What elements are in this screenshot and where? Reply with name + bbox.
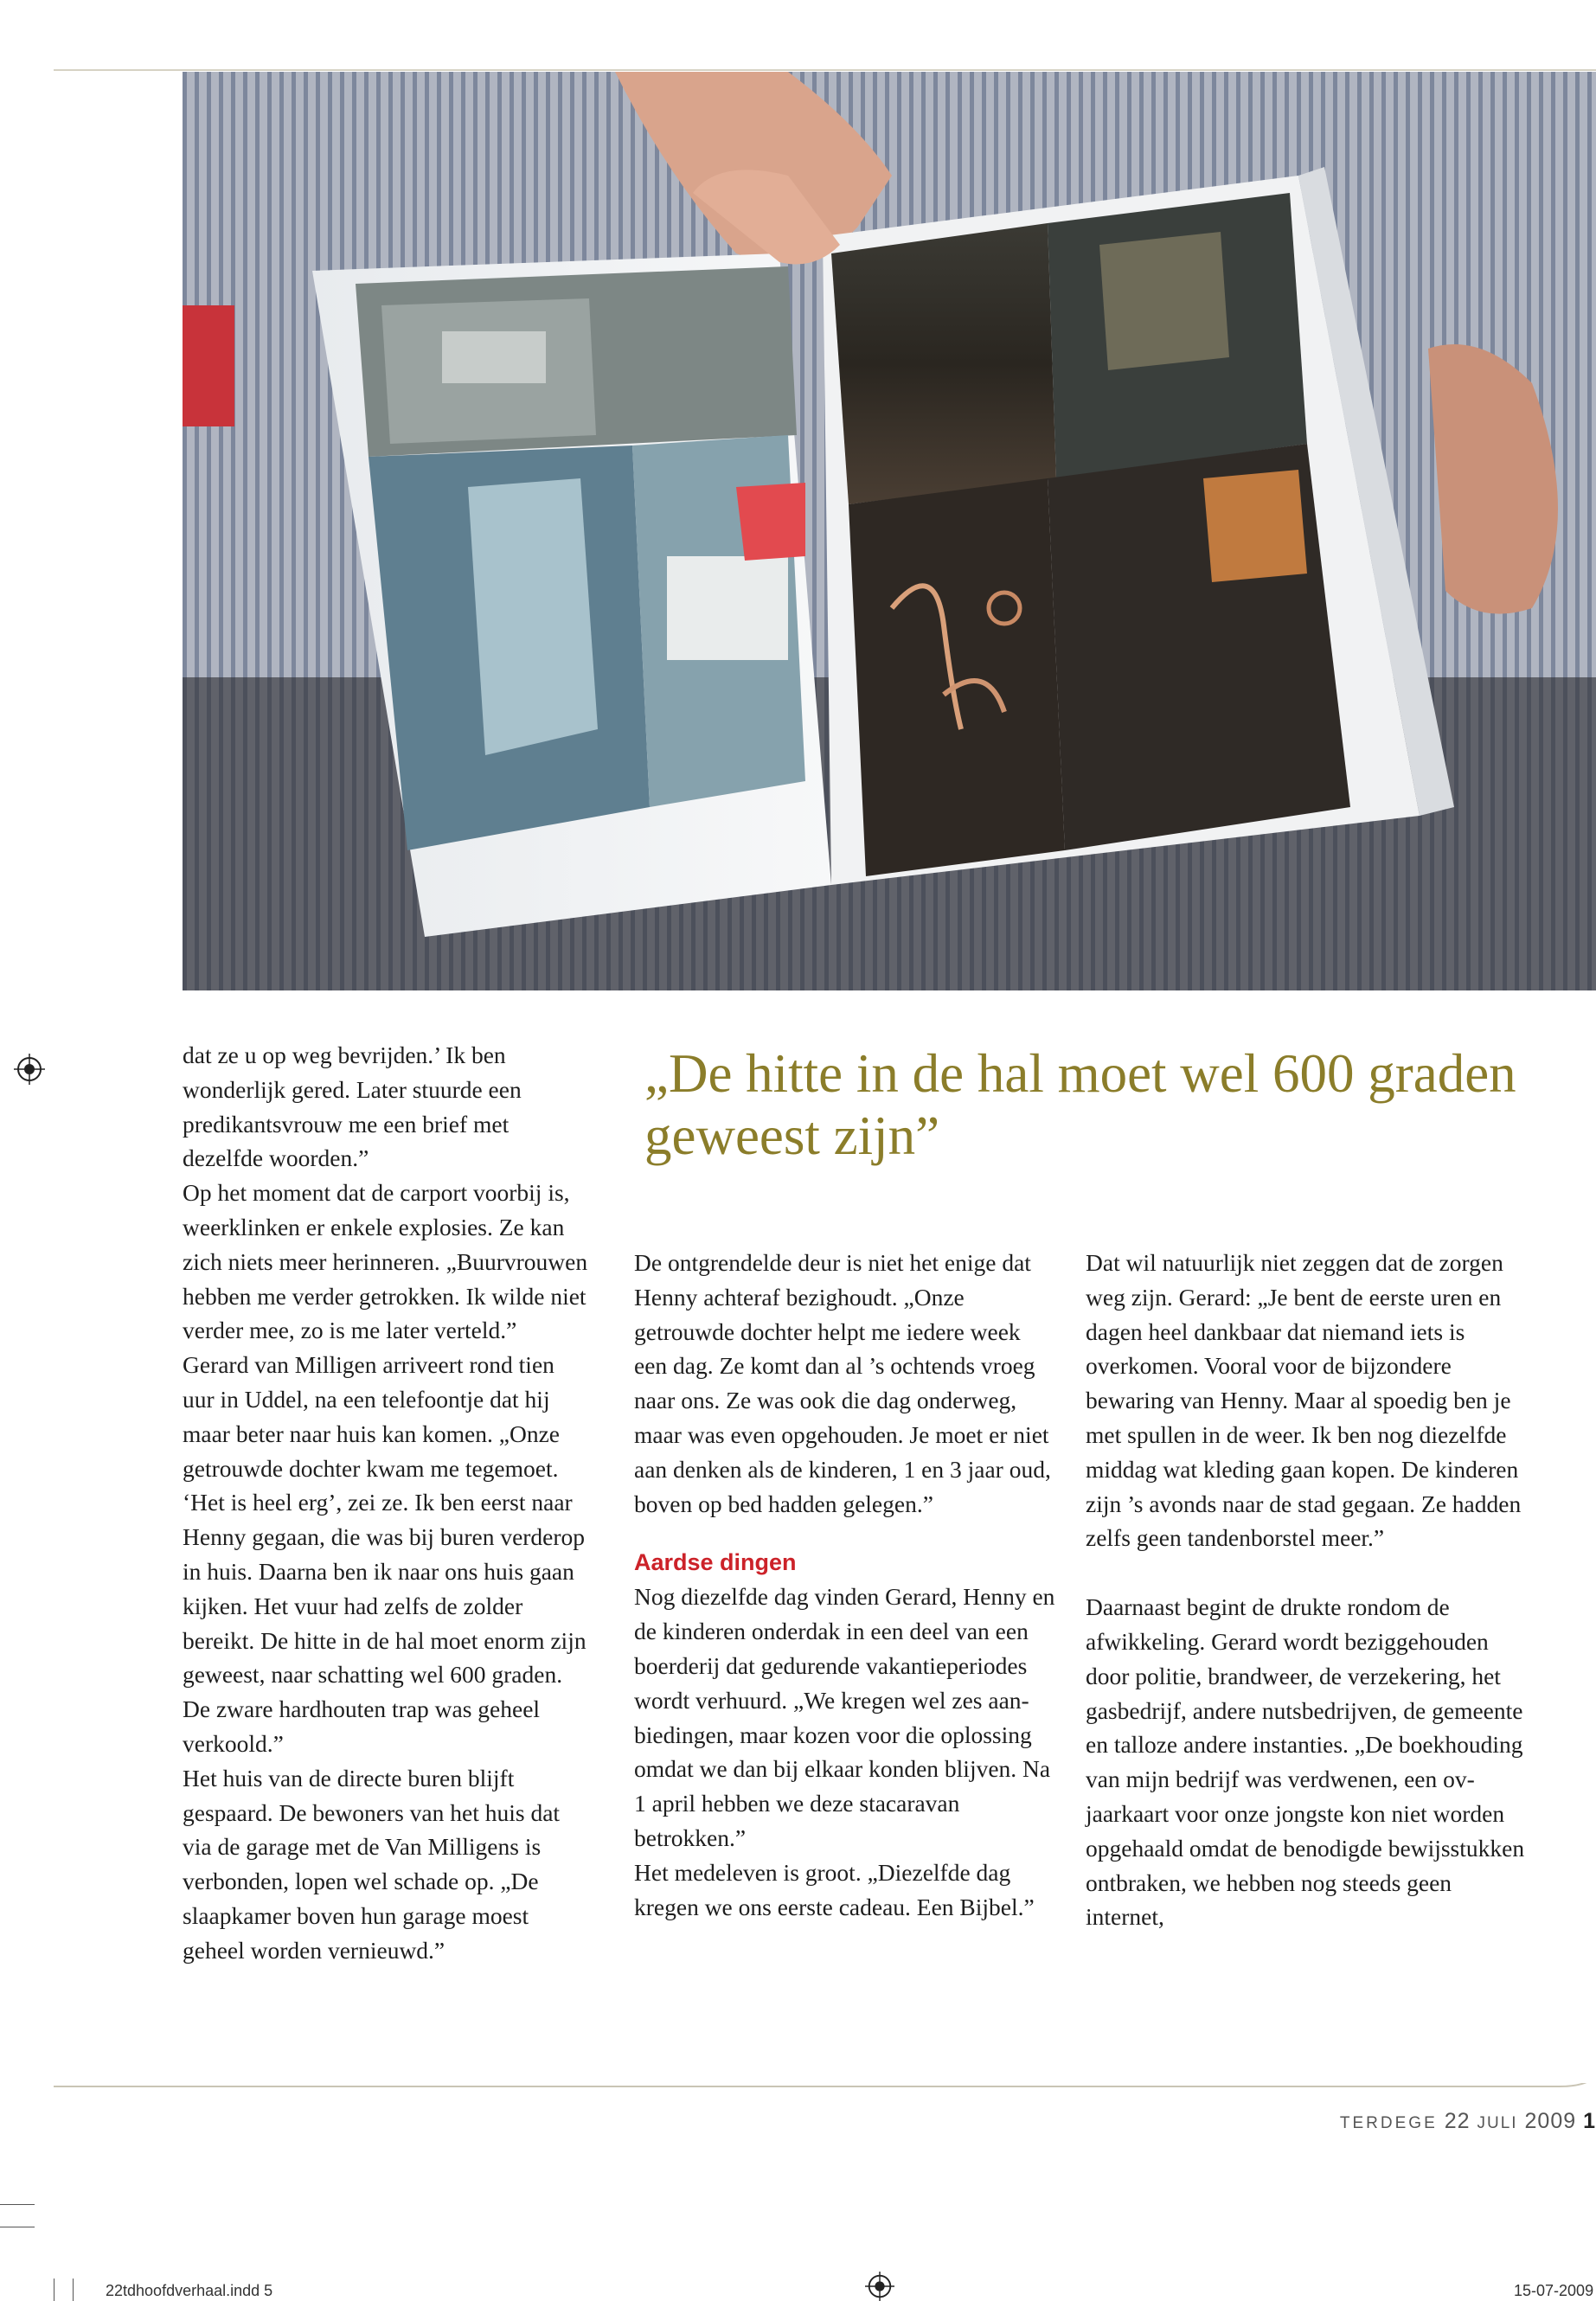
paragraph: dat ze u op weg bevrijden.’ Ik ben wonderlijk gered. Later stuurde een predikantsvrouw me een brief met dezelfde woorden.” <box>183 1042 522 1172</box>
file-slug: 22tdhoofdverhaal.indd 5 <box>106 2282 273 2299</box>
bottom-rule <box>54 2083 1596 2109</box>
paragraph: Het huis van de directe buren blijft gespaard. De bewoners van het huis dat via de garage met de Van Milligens is verbonden, lopen wel schade op. „De slaapkamer boven hun garage moest geheel worden vernieuwd.” <box>183 1764 561 1964</box>
photo-album-image <box>183 72 1596 990</box>
paragraph: Dat wil natuurlijk niet zeggen dat de zorgen weg zijn. Gerard: „Je bent de eerste uren en dagen heel dankbaar dat niemand iets is overkomen. Vooral voor de bijzondere bewaring van Henny. Maar al spoedig ben je met spullen in de weer. Ik ben nog diezelfde middag wat kleding gaan kopen. De kinderen zijn ’s avonds naar de stad gegaan. Ze hadden zelfs geen tandenborstel meer.” <box>1086 1249 1522 1552</box>
page-number: 1 <box>1583 2109 1596 2133</box>
article-column-2 <box>634 1246 1058 1924</box>
pull-quote: „De hitte in de hal moet wel 600 graden geweest zijn” <box>644 1043 1516 1166</box>
paragraph: Op het moment dat de carport voorbij is, weerklinken er enkele explosies. Ze kan zich niets meer herinneren. „Buurvrouwen hebben me verder getrokken. Ik wilde niet verder mee, zo is me later verteld.” <box>183 1179 588 1344</box>
registration-mark-icon <box>14 1054 45 1085</box>
registration-mark-icon <box>865 2272 894 2301</box>
subheading: Aardse dingen <box>634 1549 797 1576</box>
photo-illustration <box>183 72 1596 990</box>
paragraph-gap <box>1086 1555 1535 1590</box>
page-footer <box>1340 2109 1596 2134</box>
print-date: 15-07-2009 <box>1514 2282 1594 2299</box>
paragraph: Nog diezelfde dag vinden Gerard, Henny en de kinderen onderdak in een deel van een boerderij dat gedurende vakantieperiodes wordt verhuurd. „We kregen wel zes aanbiedingen, maar kozen voor die oplossing omdat we dan bij elkaar konden blijven. Na 1 april hebben we deze stacaravan betrokken.” <box>634 1583 1055 1851</box>
article-column-3 <box>1086 1246 1535 1934</box>
paragraph: Gerard van Milligen arriveert rond tien uur in Uddel, na een telefoontje dat hij maar beter naar huis kan komen. „Onze getrouwde dochter kwam me tegemoet. ‘Het is heel erg’, zei ze. Ik ben eerst naar Henny gegaan, die was bij buren verderop in huis. Daarna ben ik naar ons huis gaan kijken. Het vuur had zelfs de zolder bereikt. De hitte in de hal moet enorm zijn geweest, naar schatting wel 600 graden. De zware hardhouten trap was geheel verkoold.” <box>183 1351 586 1757</box>
paragraph: De ontgrendelde deur is niet het enige dat Henny achteraf bezighoudt. „Onze getrouwde dochter helpt me iedere week een dag. Ze komt dan al ’s ochtends vroeg naar ons. Ze was ook die dag onderweg, maar was even opgehouden. Je moet er niet aan denken als de kinderen, 1 en 3 jaar oud, boven op bed hadden gelegen.” <box>634 1249 1051 1517</box>
crop-mark <box>0 2204 35 2205</box>
magazine-name: TERDEGE <box>1339 2114 1438 2132</box>
issue-year: 2009 <box>1524 2109 1577 2133</box>
issue-day: 22 <box>1444 2109 1471 2133</box>
article-column-1 <box>183 1038 589 1968</box>
paragraph: Het medeleven is groot. „Diezelfde dag kregen we ons eerste cadeau. Een Bijbel.” <box>634 1858 1035 1920</box>
crop-mark <box>73 2279 74 2301</box>
paragraph: Daarnaast begint de drukte rondom de afwikkeling. Gerard wordt beziggehouden door politie, brandweer, de verzekering, het gasbedrijf, andere nutsbedrijven, de gemeente en talloze andere instanties. „De boekhouding van mijn bedrijf was verdwenen, een ov-jaarkaart voor onze jongste kon niet worden opgehaald omdat de benodigde bewijsstukken ontbraken, we hebben nog steeds geen internet, <box>1086 1593 1525 1931</box>
issue-month: JULI <box>1477 2114 1518 2132</box>
top-rule <box>54 69 1596 71</box>
